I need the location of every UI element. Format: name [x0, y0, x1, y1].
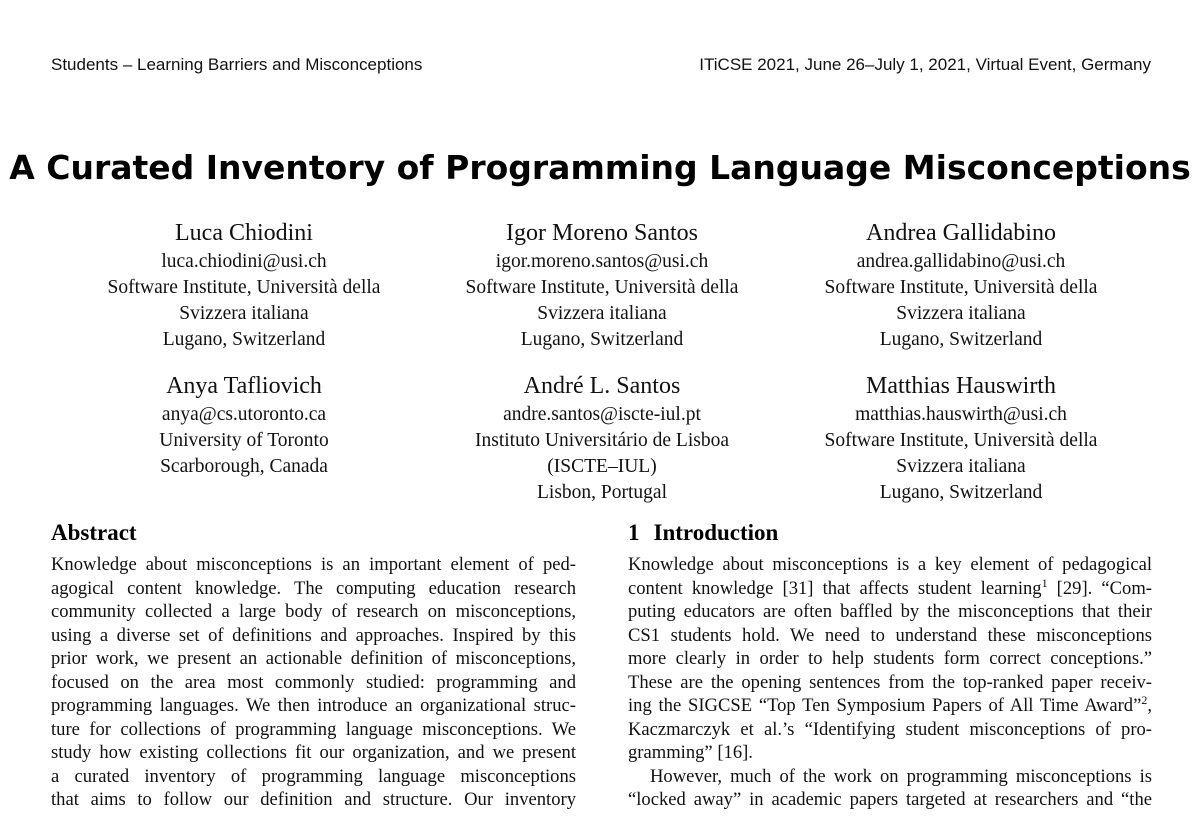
abstract-line: agogical content knowledge. The computing education research [51, 577, 576, 599]
author-affiliation: (ISCTE–IUL) [547, 456, 657, 477]
section-number: 1 [628, 520, 640, 545]
author-affiliation: Software Institute, Università della [824, 277, 1098, 298]
author-name: Matthias Hauswirth [866, 373, 1056, 399]
abstract-heading: Abstract [51, 520, 137, 545]
abstract-line: prior work, we present an actionable definition of misconceptions, [51, 648, 576, 669]
intro-line [628, 694, 1152, 718]
intro-line: CS1 students hold. We need to understand these misconceptions [628, 624, 1152, 646]
intro-line: These are the opening sentences from the top-ranked paper receiv- [628, 671, 1152, 693]
author-email: luca.chiodini@usi.ch [161, 251, 327, 272]
intro-line: more clearly in order to help students form correct conceptions.” [628, 648, 1152, 669]
intro-line-tail: , [1147, 695, 1152, 716]
intro-line: puting educators are often baffled by the misconceptions that their [628, 601, 1152, 622]
author-email: andre.santos@iscte-iul.pt [503, 404, 701, 425]
author-affiliation: Software Institute, Università della [465, 277, 739, 298]
author-email: andrea.gallidabino@usi.ch [856, 251, 1066, 272]
paper-title: A Curated Inventory of Programming Language Misconceptions [9, 148, 1191, 187]
abstract-line: focused on the area most commonly studied: programming and [51, 671, 576, 693]
author-name: Igor Moreno Santos [506, 220, 698, 246]
abstract-line: Knowledge about misconceptions is an important element of ped- [51, 554, 576, 575]
author-name: Andrea Gallidabino [866, 220, 1056, 246]
header-track: Students – Learning Barriers and Misconceptions [51, 55, 423, 74]
header-venue: ITiCSE 2021, June 26–July 1, 2021, Virtual Event, Germany [699, 55, 1151, 74]
intro-line [628, 577, 1152, 601]
author-name: Anya Tafliovich [166, 373, 322, 399]
intro-line-text: content knowledge [31] that affects student learning [628, 577, 1042, 599]
intro-line: However, much of the work on programming misconceptions is [650, 765, 1152, 787]
author-block [776, 371, 1146, 506]
author-affiliation: Instituto Universitário de Lisboa [475, 430, 729, 451]
running-header [51, 55, 1151, 75]
author-email: matthias.hauswirth@usi.ch [855, 404, 1067, 425]
author-location: Lugano, Switzerland [879, 482, 1043, 503]
footnote-marker: 2 [1141, 692, 1148, 707]
abstract-line: study how existing collections fit our organization, and we present [51, 742, 576, 763]
author-name: André L. Santos [523, 373, 681, 399]
abstract-line: community collected a large body of research on misconceptions, [51, 601, 576, 622]
author-block [417, 218, 787, 353]
intro-line-tail: [29]. “Com- [1047, 577, 1152, 599]
author-location: Lugano, Switzerland [520, 329, 684, 350]
section-title: Introduction [653, 520, 779, 545]
author-affiliation: Svizzera italiana [537, 303, 667, 324]
footnote-marker: 1 [1041, 575, 1048, 590]
intro-line: gramming” [16]. [628, 742, 753, 763]
author-block [776, 218, 1146, 353]
author-affiliation: Svizzera italiana [179, 303, 309, 324]
intro-line: Knowledge about misconceptions is a key element of pedagogical [628, 554, 1152, 575]
abstract-text [51, 553, 576, 812]
intro-line-text: ing the SIGCSE “Top Ten Symposium Papers of All Time Award” [628, 695, 1142, 716]
intro-line: “locked away” in academic papers targeted at researchers and “the [628, 789, 1152, 810]
author-affiliation: Svizzera italiana [896, 303, 1026, 324]
abstract-line: using a diverse set of definitions and approaches. Inspired by this [51, 624, 576, 646]
author-email: igor.moreno.santos@usi.ch [495, 251, 709, 272]
author-affiliation: Software Institute, Università della [824, 430, 1098, 451]
author-location: Lugano, Switzerland [879, 329, 1043, 350]
intro-line: Kaczmarczyk et al.’s “Identifying student misconceptions of pro- [628, 718, 1152, 740]
abstract-line: a curated inventory of programming language misconceptions [51, 765, 576, 787]
author-name: Luca Chiodini [175, 220, 313, 246]
author-location: Lisbon, Portugal [537, 482, 667, 503]
author-location: Lugano, Switzerland [162, 329, 326, 350]
author-email: anya@cs.utoronto.ca [161, 404, 327, 425]
author-affiliation: University of Toronto [159, 430, 329, 451]
author-location: Scarborough, Canada [160, 456, 328, 477]
author-block [417, 371, 787, 506]
author-block [59, 371, 429, 480]
introduction-heading [628, 520, 778, 546]
author-affiliation: Svizzera italiana [896, 456, 1026, 477]
abstract-line: programming languages. We then introduce an organizational struc- [51, 695, 576, 716]
abstract-line: ture for collections of programming language misconceptions. We [51, 718, 576, 740]
author-affiliation: Software Institute, Università della [107, 277, 381, 298]
introduction-text [628, 553, 1152, 812]
abstract-line: that aims to follow our definition and structure. Our inventory [51, 789, 576, 810]
author-block [59, 218, 429, 353]
